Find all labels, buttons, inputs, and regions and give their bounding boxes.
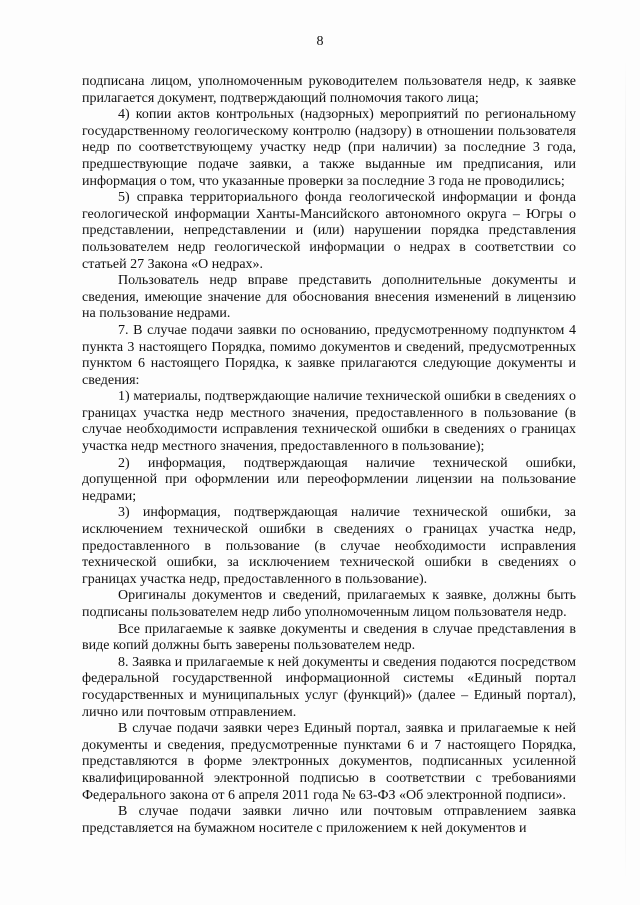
paragraph-7-item-2: 2) информация, подтверждающая наличие технической ошибки, допущенной при оформлении или переоформлении лицензии на пользование недрами;: [82, 455, 576, 504]
paragraph-originals: Оригиналы документов и сведений, прилагаемых к заявке, должны быть подписаны пользователем недр либо уполномоченным лицом пользователя недр.: [82, 588, 576, 620]
page-number: 8: [316, 34, 324, 49]
paragraph-7-item-1: 1) материалы, подтверждающие наличие технической ошибки в сведениях о границах участка недр местного значения, предоставленного в пользование (в случае необходимости исправления технической ошибки в сведениях о границах участка недр местного значения, предоставленного в пользование);: [82, 389, 576, 455]
paragraph-section-7: 7. В случае подачи заявки по основанию, предусмотренному подпунктом 4 пункта 3 настоящего Порядка, помимо документов и сведений, предусмотренных пунктом 6 настоящего Порядка, к заявке прилагаются следующие документы и сведения:: [82, 322, 576, 388]
paragraph-continuation: подписана лицом, уполномоченным руководителем пользователя недр, к заявке прилагается документ, подтверждающий полномочия такого лица;: [82, 74, 576, 106]
paragraph-electronic-submission: В случае подачи заявки через Единый портал, заявка и прилагаемые к ней документы и сведения, предусмотренные пунктами 6 и 7 настоящего Порядка, представляются в форме электронных документов, подписанных усиленной квалифицированной электронной подписью в соответствии с требованиями Федерального закона от 6 апреля 2011 года № 63-ФЗ «Об электронной подписи».: [82, 721, 576, 803]
document-body: [82, 74, 576, 837]
paragraph-item-4: 4) копии актов контрольных (надзорных) мероприятий по региональному государственному геологическому контролю (надзору) в отношении пользователя недр по соответствующему участку недр (при наличии) за последние 3 года, предшествующие подаче заявки, а также выданные им предписания, или информация о том, что указанные проверки за последние 3 года не проводились;: [82, 107, 576, 189]
paragraph-7-item-3: 3) информация, подтверждающая наличие технической ошибки, за исключением технической ошибки в сведениях о границах участка недр, предоставленного в пользование (в случае необходимости исправления технической ошибки, за исключением технической ошибки в сведениях о границах участка недр, предоставленного в пользование).: [82, 505, 576, 587]
paragraph-item-5: 5) справка территориального фонда геологической информации и фонда геологической информации Ханты-Мансийского автономного округа – Югры о представлении, непредставлении и (или) нарушении порядка представления пользователем недр геологической информации о недрах в соответствии со статьей 27 Закона «О недрах».: [82, 190, 576, 272]
paragraph-additional-documents: Пользователь недр вправе представить дополнительные документы и сведения, имеющие значение для обоснования внесения изменений в лицензию на пользование недрами.: [82, 273, 576, 322]
paragraph-section-8: 8. Заявка и прилагаемые к ней документы и сведения подаются посредством федеральной государственной информационной системы «Единый портал государственных и муниципальных услуг (функций)» (далее – Единый портал), лично или почтовым отправлением.: [82, 654, 576, 720]
paragraph-paper-submission: В случае подачи заявки лично или почтовым отправлением заявка представляется на бумажном носителе с приложением к ней документов и: [82, 804, 576, 836]
scan-edge-mark: [625, 60, 626, 880]
paragraph-copies: Все прилагаемые к заявке документы и сведения в случае представления в виде копий должны быть заверены пользователем недр.: [82, 621, 576, 654]
